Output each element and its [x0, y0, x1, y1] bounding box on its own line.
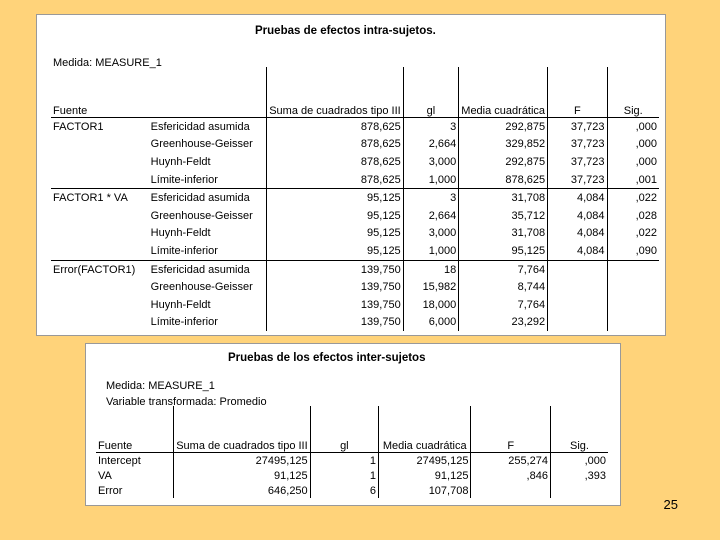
cell-ms: 35,712: [459, 207, 548, 225]
cell-sig: ,090: [607, 242, 659, 260]
row-method: Esfericidad asumida: [149, 118, 267, 136]
cell-ss: 139,750: [267, 314, 403, 332]
cell-df: 2,664: [403, 207, 459, 225]
header-sig: Sig.: [607, 67, 659, 118]
table-row: [51, 314, 659, 332]
cell-ss: 139,750: [267, 296, 403, 314]
cell-sig: [607, 296, 659, 314]
table-row: [96, 468, 608, 483]
row-source: VA: [98, 469, 112, 482]
cell-sig: ,000: [550, 453, 608, 469]
cell-ms: 107,708: [379, 483, 471, 498]
cell-f: [548, 314, 607, 332]
cell-f: [548, 278, 607, 296]
cell-sig: [607, 278, 659, 296]
cell-f: 37,723: [548, 153, 607, 171]
cell-sig: [550, 483, 608, 498]
table-row: [51, 118, 659, 136]
table-row: [51, 171, 659, 189]
cell-sig: [607, 260, 659, 278]
cell-df: 1: [310, 453, 378, 469]
row-source: [51, 314, 149, 332]
row-source: [51, 207, 149, 225]
table-row: [51, 278, 659, 296]
row-method: Greenhouse-Geisser: [150, 138, 253, 151]
cell-df: 18,000: [403, 296, 459, 314]
header-f: F: [548, 67, 607, 118]
within-subjects-table: [51, 67, 659, 331]
cell-df: 2,664: [403, 136, 459, 154]
row-source: [51, 278, 149, 296]
cell-ss: 95,125: [267, 189, 403, 207]
row-source: Intercept: [96, 453, 174, 469]
table-row: [51, 136, 659, 154]
table-row: [51, 296, 659, 314]
cell-sig: ,001: [607, 171, 659, 189]
cell-ms: 292,875: [459, 153, 548, 171]
table-row: [51, 189, 659, 207]
within-header-row: [51, 67, 659, 118]
row-method: Greenhouse-Geisser: [150, 209, 253, 222]
table-row: [51, 242, 659, 260]
row-method: Greenhouse-Geisser: [150, 281, 253, 294]
table-row: [51, 153, 659, 171]
page-number: 25: [663, 497, 678, 512]
row-source: [51, 225, 149, 243]
cell-df: 1,000: [403, 242, 459, 260]
table-row: [51, 225, 659, 243]
header-ms: Media cuadrática: [379, 406, 471, 453]
cell-df: 15,982: [403, 278, 459, 296]
cell-f: [471, 483, 551, 498]
header-df: gl: [403, 67, 459, 118]
between-header-row: [96, 406, 608, 453]
header-source: Fuente: [98, 440, 133, 452]
row-method: Huynh-Feldt: [150, 155, 211, 168]
cell-ss: 878,625: [267, 153, 403, 171]
cell-df: 18: [403, 260, 459, 278]
row-source: Error(FACTOR1): [51, 260, 149, 278]
between-subjects-table: [96, 406, 608, 498]
within-table-title: Pruebas de efectos intra-sujetos.: [255, 25, 436, 37]
cell-ms: 27495,125: [379, 453, 471, 469]
cell-df: 1,000: [403, 171, 459, 189]
cell-ss: 139,750: [267, 260, 403, 278]
row-source: [51, 171, 149, 189]
cell-ss: 646,250: [174, 483, 310, 498]
cell-ss: 878,625: [267, 118, 403, 136]
cell-ss: 878,625: [267, 171, 403, 189]
row-method: Límite-inferior: [150, 244, 218, 257]
cell-ss: 878,625: [267, 136, 403, 154]
row-method: Huynh-Feldt: [150, 298, 211, 311]
cell-f: [548, 260, 607, 278]
cell-df: 3: [403, 189, 459, 207]
cell-df: 3,000: [403, 225, 459, 243]
cell-sig: ,022: [607, 225, 659, 243]
row-method: Esfericidad asumida: [149, 189, 267, 207]
row-source: [51, 242, 149, 260]
within-subjects-panel: [36, 14, 666, 336]
table-row: [51, 207, 659, 225]
cell-sig: ,022: [607, 189, 659, 207]
cell-sig: ,000: [607, 153, 659, 171]
between-measure-label: Medida: MEASURE_1: [106, 380, 215, 392]
cell-ms: 878,625: [459, 171, 548, 189]
row-method: Límite-inferior: [150, 316, 218, 329]
cell-ms: 7,764: [459, 260, 548, 278]
row-source: [51, 153, 149, 171]
cell-f: 37,723: [548, 118, 607, 136]
cell-sig: ,000: [607, 118, 659, 136]
cell-df: 1: [310, 468, 378, 483]
header-df: gl: [310, 406, 378, 453]
cell-sig: ,028: [607, 207, 659, 225]
between-variable-label: Variable transformada: Promedio: [106, 396, 267, 408]
cell-ss: 95,125: [267, 242, 403, 260]
header-ms: Media cuadrática: [459, 67, 548, 118]
cell-ms: 292,875: [459, 118, 548, 136]
cell-f: ,846: [471, 468, 551, 483]
row-source: FACTOR1: [51, 118, 149, 136]
row-method: Límite-inferior: [150, 173, 218, 186]
cell-ms: 31,708: [459, 225, 548, 243]
cell-ms: 8,744: [459, 278, 548, 296]
cell-ss: 91,125: [174, 468, 310, 483]
row-source: FACTOR1 * VA: [51, 189, 149, 207]
header-source: Fuente: [53, 105, 88, 117]
cell-ms: 23,292: [459, 314, 548, 332]
header-ss: Suma de cuadrados tipo III: [267, 67, 403, 118]
row-method: Huynh-Feldt: [150, 227, 211, 240]
cell-ss: 27495,125: [174, 453, 310, 469]
row-source: [51, 136, 149, 154]
cell-ss: 95,125: [267, 207, 403, 225]
within-measure-label: Medida: MEASURE_1: [53, 57, 162, 69]
cell-ss: 95,125: [267, 225, 403, 243]
cell-ms: 7,764: [459, 296, 548, 314]
table-row: [96, 483, 608, 498]
between-subjects-panel: [85, 343, 621, 506]
row-method: Esfericidad asumida: [149, 260, 267, 278]
cell-ms: 329,852: [459, 136, 548, 154]
header-ss: Suma de cuadrados tipo III: [174, 406, 310, 453]
cell-df: 6,000: [403, 314, 459, 332]
cell-f: [548, 296, 607, 314]
cell-sig: [607, 314, 659, 332]
cell-ss: 139,750: [267, 278, 403, 296]
cell-f: 4,084: [548, 242, 607, 260]
cell-df: 3: [403, 118, 459, 136]
cell-f: 4,084: [548, 207, 607, 225]
cell-f: 4,084: [548, 189, 607, 207]
cell-ms: 31,708: [459, 189, 548, 207]
header-f: F: [471, 406, 551, 453]
between-table-title: Pruebas de los efectos inter-sujetos: [228, 352, 426, 364]
table-row: [96, 453, 608, 469]
cell-df: 6: [310, 483, 378, 498]
row-source: Error: [98, 484, 123, 497]
cell-f: 4,084: [548, 225, 607, 243]
cell-sig: ,393: [550, 468, 608, 483]
cell-ms: 95,125: [459, 242, 548, 260]
cell-sig: ,000: [607, 136, 659, 154]
table-row: [51, 260, 659, 278]
cell-ms: 91,125: [379, 468, 471, 483]
row-source: [51, 296, 149, 314]
cell-df: 3,000: [403, 153, 459, 171]
cell-f: 37,723: [548, 136, 607, 154]
cell-f: 37,723: [548, 171, 607, 189]
cell-f: 255,274: [471, 453, 551, 469]
header-sig: Sig.: [550, 406, 608, 453]
